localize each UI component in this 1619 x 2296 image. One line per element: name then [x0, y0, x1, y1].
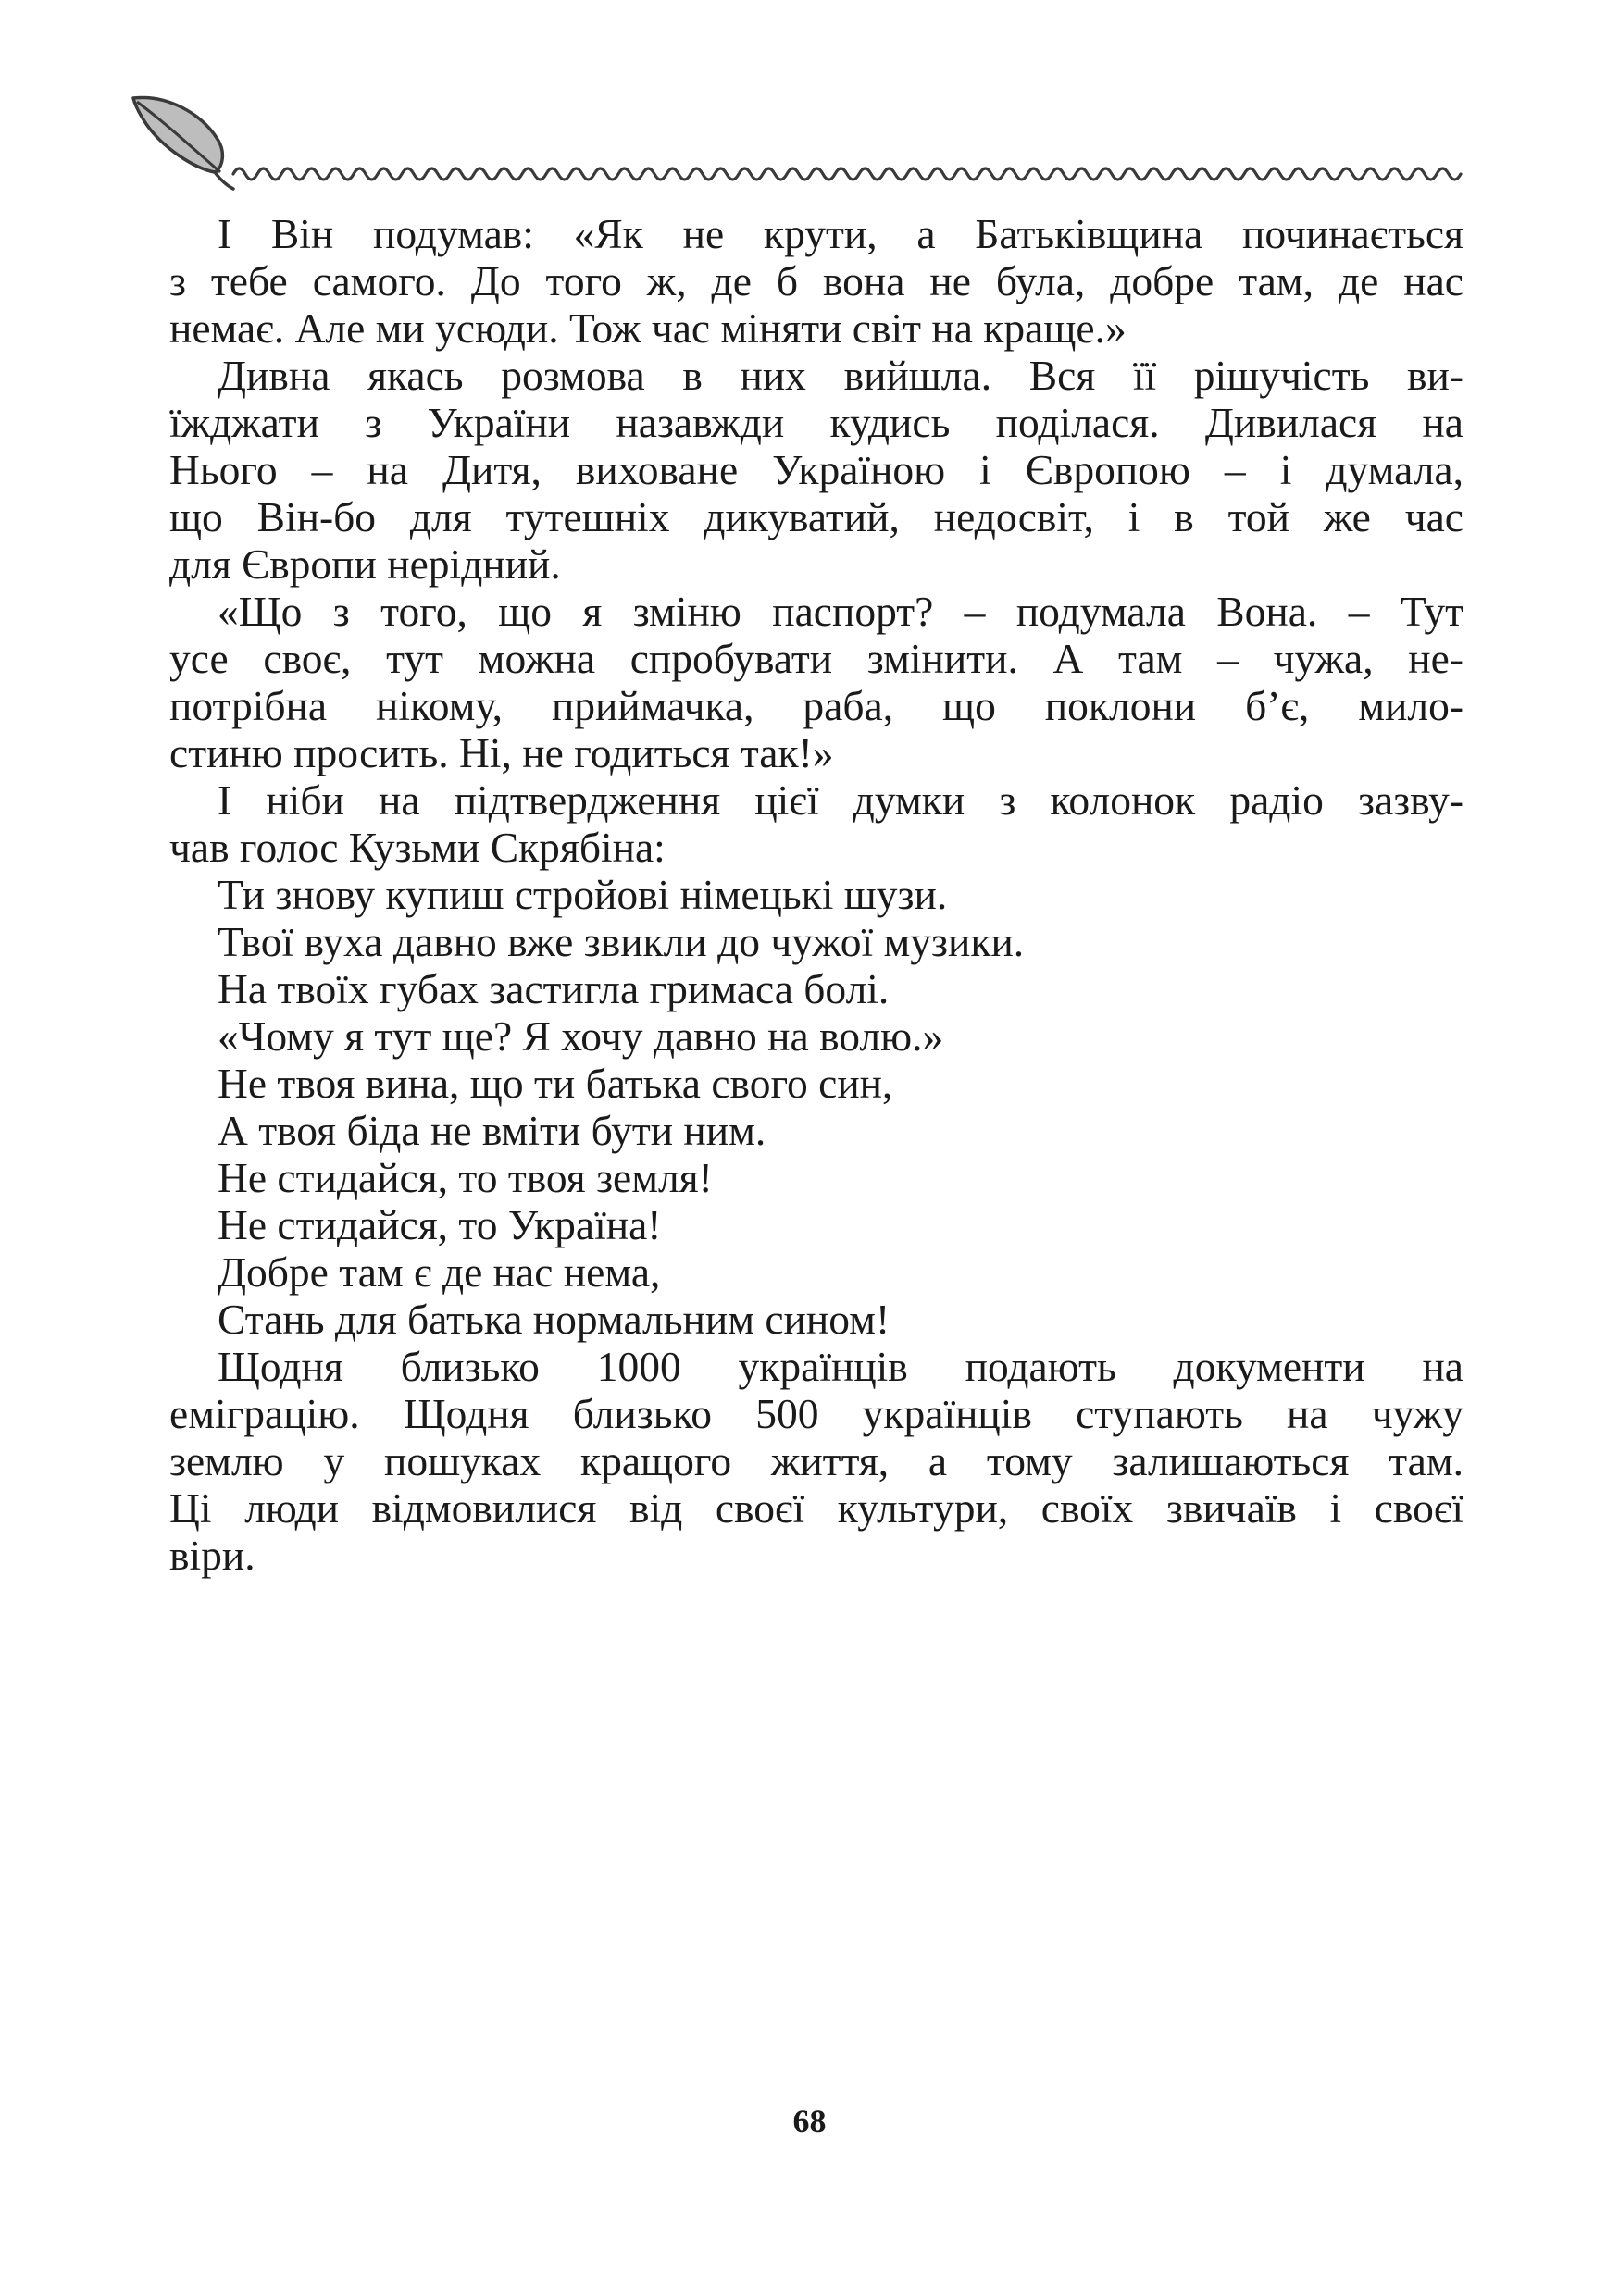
song-line: Не стидайся, то твоя земля! [218, 1154, 713, 1201]
song-line: Ти знову купиш стройові німецькі шузи. [218, 871, 948, 918]
text-line: Дивна якась розмова в них вийшла. Вся її рішучість ви- [218, 352, 1463, 399]
text-line: що Він-бо для тутешніх дикуватий, недосвіт, і в той же час [169, 493, 1463, 540]
song-line: А твоя біда не вміти бути ним. [218, 1107, 766, 1154]
text-line: Ці люди відмовилися від своєї культури, своїх звичаїв і своєї [169, 1484, 1463, 1532]
text-line: віри. [169, 1532, 255, 1579]
text-line: Нього – на Дитя, виховане Україною і Європою – і думала, [169, 446, 1463, 493]
text-line: потрібна нікому, приймачка, раба, що поклони б’є, мило- [169, 682, 1463, 729]
text-line: їжджати з України назавжди кудись поділася. Дивилася на [169, 399, 1463, 446]
wavy-divider [233, 168, 1461, 180]
song-line: Стань для батька нормальним сином! [218, 1296, 890, 1343]
header-ornament [130, 93, 1472, 194]
song-line: Не твоя вина, що ти батька свого син, [218, 1060, 893, 1107]
feather-quill-icon [133, 97, 233, 189]
text-line: немає. Але ми усюди. Тож час міняти світ на краще.» [169, 304, 1127, 352]
text-line: для Європи нерідний. [169, 540, 561, 588]
song-line: На твоїх губах застигла гримаса болі. [218, 965, 890, 1012]
text-line: «Що з того, що я зміню паспорт? – подумала Вона. – Тут [218, 588, 1463, 635]
text-line: Щодня близько 1000 українців подають документи на [218, 1343, 1463, 1390]
text-line: усе своє, тут можна спробувати змінити. А там – чужа, не- [169, 635, 1463, 682]
song-line: Не стидайся, то Україна! [218, 1201, 662, 1248]
page-number: 68 [792, 2103, 827, 2140]
text-line: І ніби на підтвердження цієї думки з колонок радіо зазву- [218, 776, 1463, 824]
text-line: землю у пошуках кращого життя, а тому залишаються там. [169, 1437, 1463, 1484]
text-line: з тебе самого. До того ж, де б вона не була, добре там, де нас [169, 257, 1463, 304]
song-line: Добре там є де нас нема, [218, 1248, 661, 1296]
text-line: чав голос Кузьми Скрябіна: [169, 824, 666, 871]
song-line: «Чому я тут ще? Я хочу давно на волю.» [218, 1012, 944, 1060]
text-line: стиню просить. Ні, не годиться так!» [169, 729, 834, 776]
text-line: еміграцію. Щодня близько 500 українців ступають на чужу [169, 1390, 1463, 1437]
body-text [169, 210, 1463, 1579]
song-line: Твої вуха давно вже звикли до чужої музики. [218, 918, 1025, 965]
text-line: І Він подумав: «Як не крути, а Батьківщина починається [218, 210, 1463, 257]
